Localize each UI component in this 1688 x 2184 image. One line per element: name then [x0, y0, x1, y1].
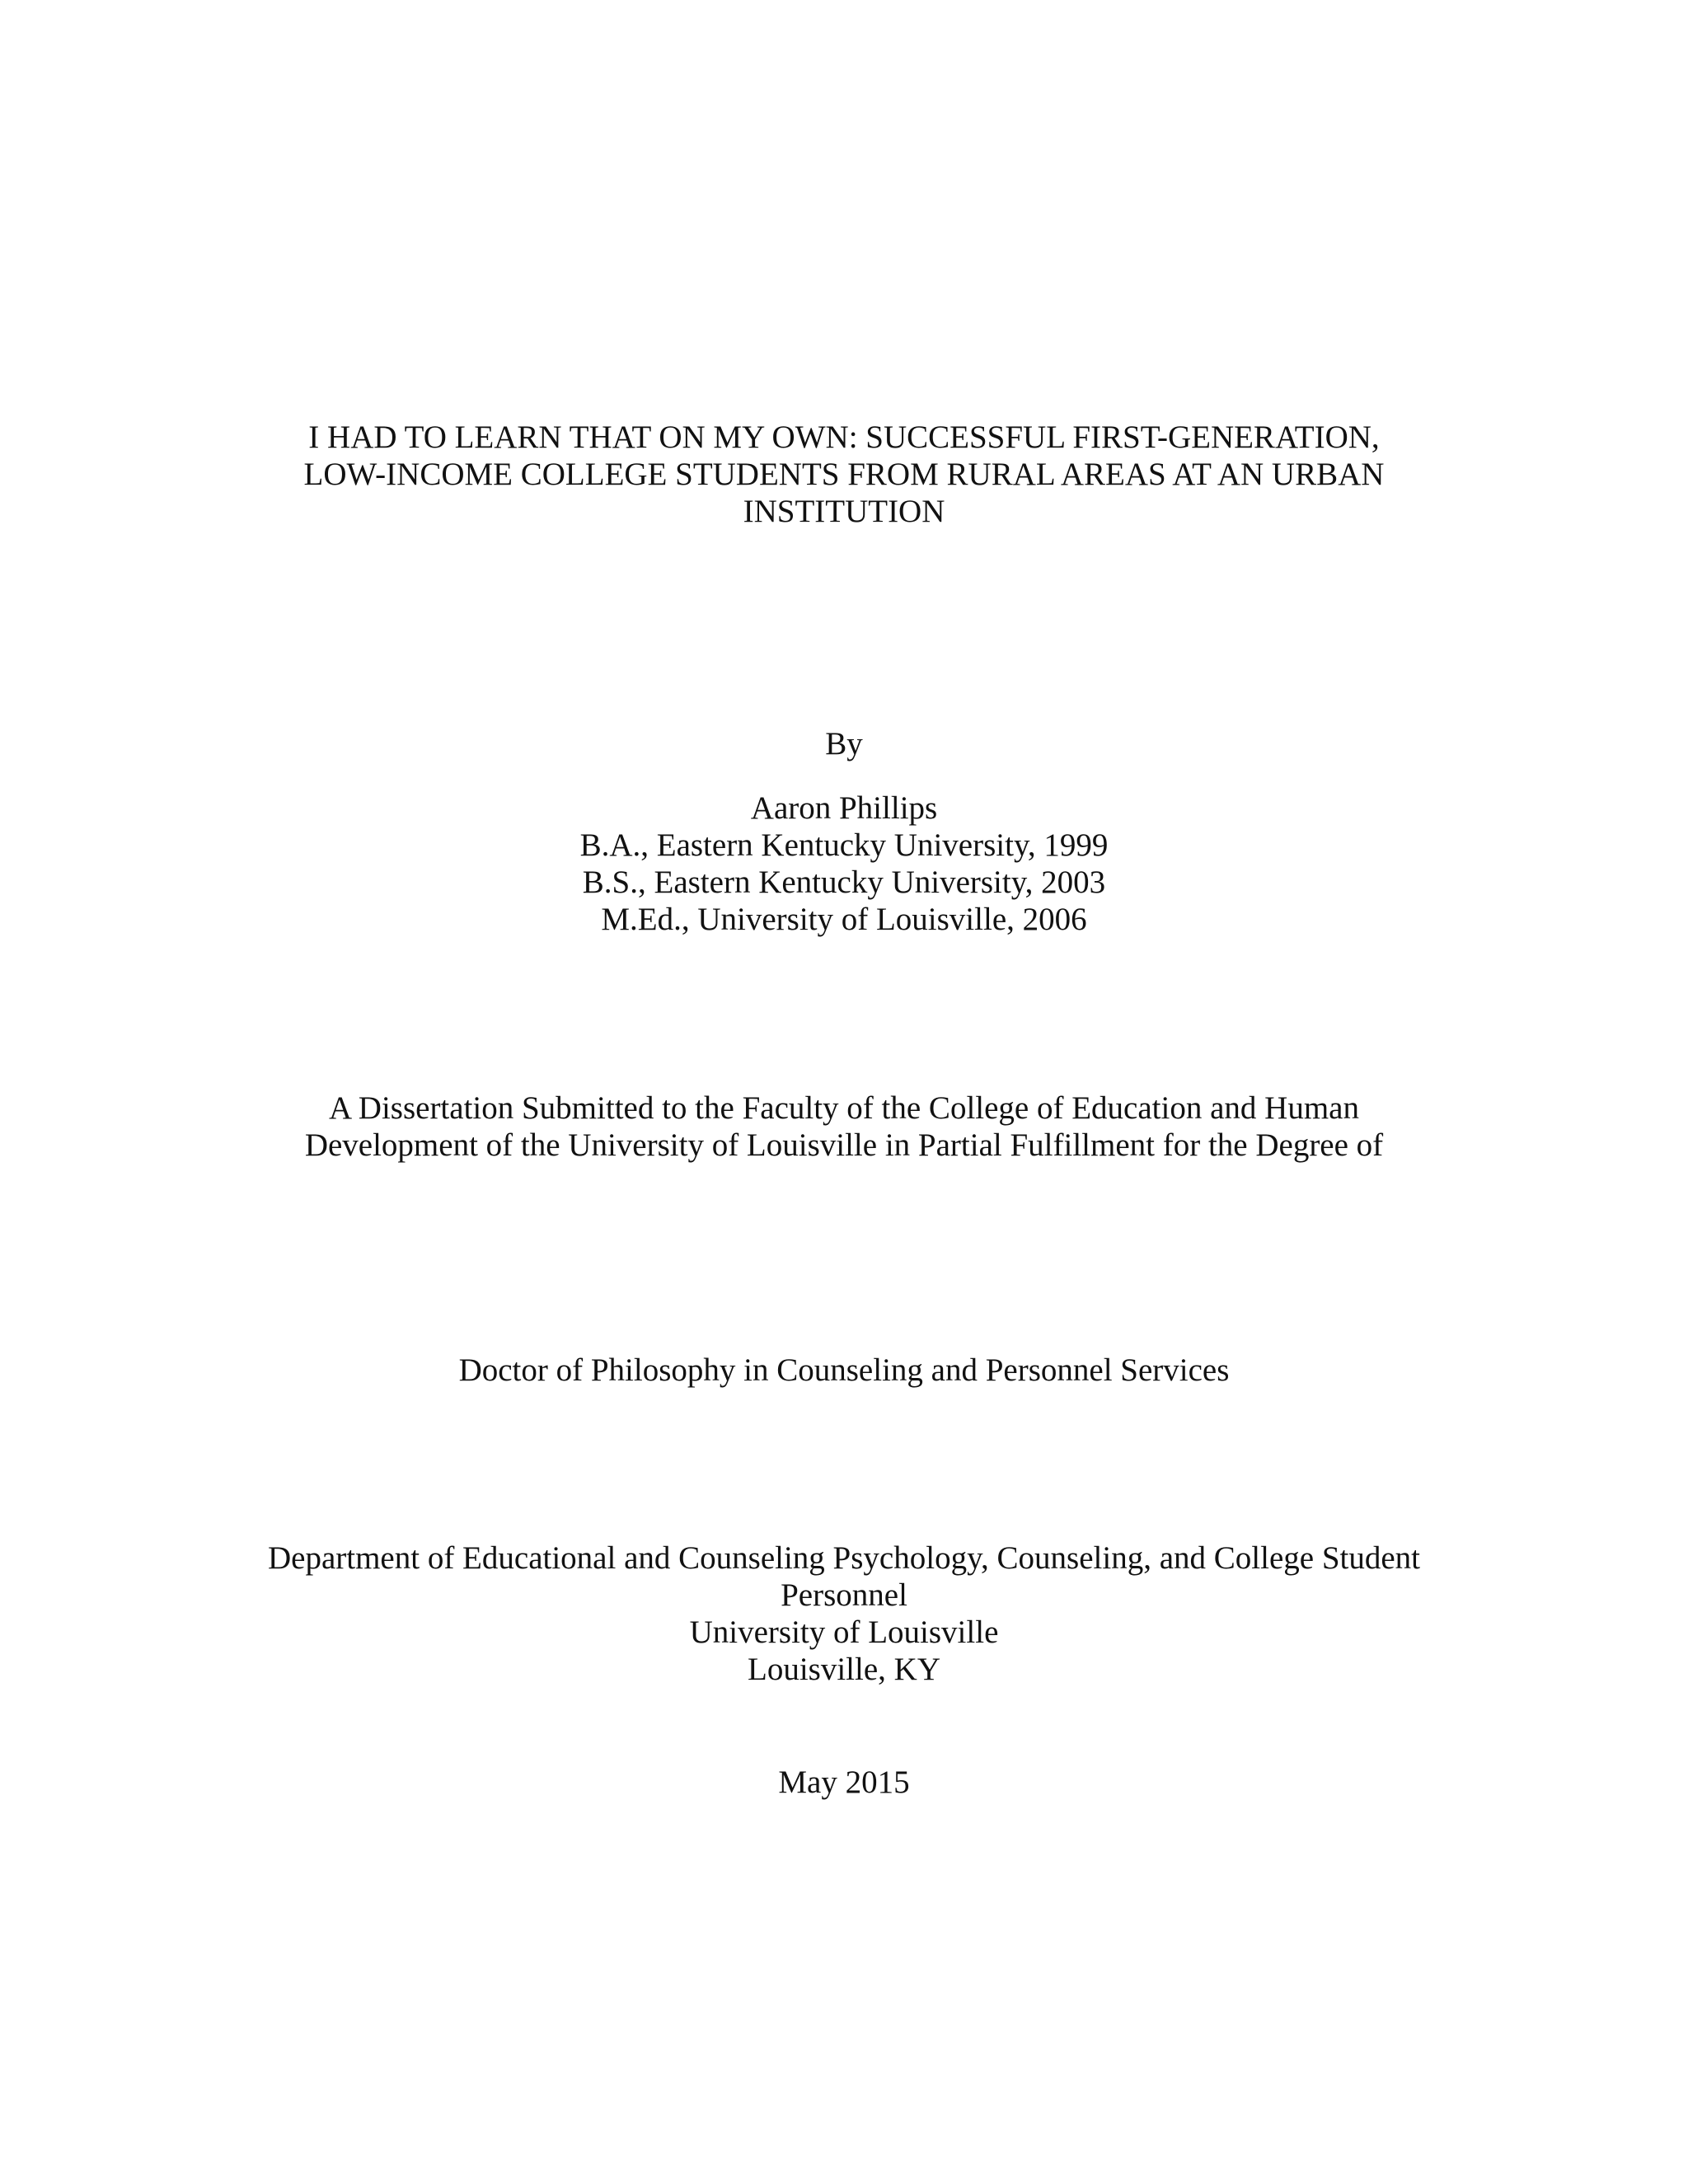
by-text: By: [825, 726, 863, 762]
submission-date: [0, 1764, 1688, 1801]
degree-text: Doctor of Philosophy in Counseling and Personnel Services: [458, 1352, 1230, 1388]
dissertation-title: [0, 419, 1688, 530]
author-name: Aaron Phillips: [750, 790, 938, 826]
submission-statement: [0, 1090, 1688, 1164]
degree-name: [0, 1352, 1688, 1389]
degree-credential: M.Ed., University of Louisville, 2006: [601, 902, 1087, 937]
degree-credential: B.A., Eastern Kentucky University, 1999: [579, 827, 1109, 863]
date-text: May 2015: [778, 1765, 910, 1800]
department-info: [0, 1540, 1688, 1688]
department-line: Department of Educational and Counseling Psychology, Counseling, and College Student: [267, 1540, 1420, 1576]
degree-credential: B.S., Eastern Kentucky University, 2003: [582, 865, 1106, 900]
university-location: Louisville, KY: [748, 1652, 940, 1687]
university-name: University of Louisville: [689, 1615, 999, 1650]
title-line: INSTITUTION: [743, 494, 945, 529]
author-credentials: [0, 790, 1688, 938]
department-line: Personnel: [781, 1577, 907, 1613]
submission-line: A Dissertation Submitted to the Faculty of the College of Education and Human: [329, 1090, 1359, 1126]
submission-line: Development of the University of Louisville in Partial Fulfillment for the Degree of: [304, 1127, 1384, 1163]
title-line: I HAD TO LEARN THAT ON MY OWN: SUCCESSFUL FIRST-GENERATION,: [308, 419, 1380, 455]
by-label: [0, 725, 1688, 762]
title-line: LOW-INCOME COLLEGE STUDENTS FROM RURAL AREAS AT AN URBAN: [303, 457, 1385, 492]
